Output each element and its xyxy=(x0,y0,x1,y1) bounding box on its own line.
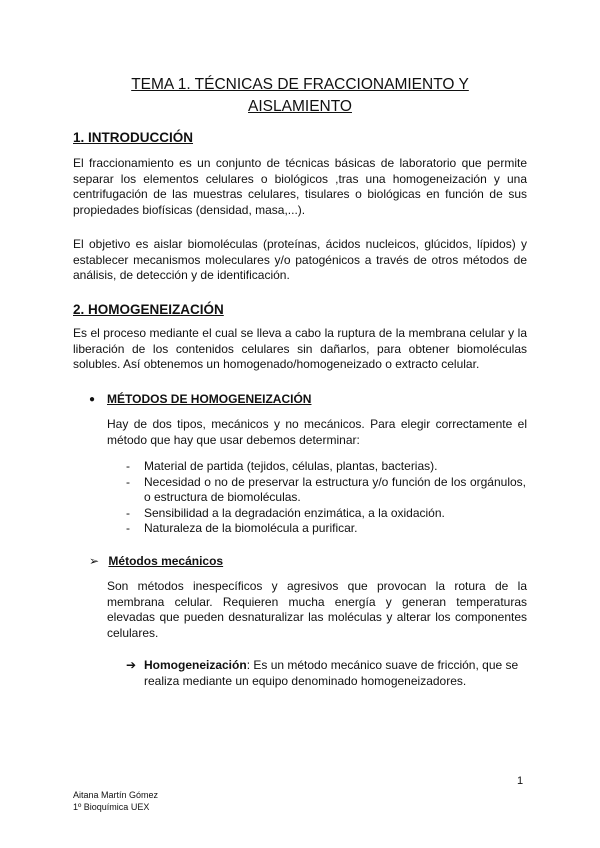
mechanical-methods-paragraph: Son métodos inespecíficos y agresivos que provocan la rotura de la membrana celular. Requieren mucha energía y generan temperaturas elevadas que pueden desnaturalizar las moléculas y alterar los componentes celulares. xyxy=(107,579,527,640)
methods-heading: MÉTODOS DE HOMOGENEIZACIÓN xyxy=(107,392,312,406)
dash-icon: - xyxy=(126,521,130,536)
dash-icon: - xyxy=(126,505,130,520)
methods-paragraph: Hay de dos tipos, mecánicos y no mecánicos. Para elegir correctamente el método que hay que usar debemos determinar: xyxy=(107,417,527,447)
mechanical-methods-header xyxy=(89,554,223,568)
list-item: - Sensibilidad a la degradación enzimática, a la oxidación. xyxy=(126,505,445,520)
course-label: 1º Bioquímica UEX xyxy=(73,802,150,812)
intro-paragraph-2: El objetivo es aislar biomoléculas (proteínas, ácidos nucleicos, glúcidos, lípidos) y establecer mecanismos moleculares y/o patogénicos a través de otros métodos de análisis, de detección y de identificación. xyxy=(73,237,527,283)
homogenization-label: Homogeneización xyxy=(144,658,247,672)
mechanical-methods-heading: Métodos mecánicos xyxy=(108,554,224,568)
section-heading-homogenization: 2. HOMOGENEIZACIÓN xyxy=(73,302,224,317)
list-item: - Necesidad o no de preservar la estructura y/o función de los orgánulos, o estructura de biomoléculas. xyxy=(126,474,526,505)
arrowhead-icon: ➢ xyxy=(89,554,100,568)
list-item: - Naturaleza de la biomolécula a purificar. xyxy=(126,521,358,536)
section-heading-introduction: 1. INTRODUCCIÓN xyxy=(73,130,194,145)
title-line-2: AISLAMIENTO xyxy=(248,98,352,115)
criteria-list xyxy=(126,459,526,537)
author-name: Aitana Martín Gómez xyxy=(73,790,159,800)
bullet-dot-icon: ● xyxy=(89,394,96,405)
homogenization-description: : Es un método mecánico suave de fricción, que se realiza mediante un equipo denominado homogeneizadores. xyxy=(144,658,519,688)
right-arrow-icon: ➔ xyxy=(126,658,137,672)
footer-author-block xyxy=(73,789,158,813)
dash-icon: - xyxy=(126,474,130,489)
document-title xyxy=(60,74,540,118)
page-number: 1 xyxy=(517,775,524,787)
list-item: - Material de partida (tejidos, células, plantas, bacterias). xyxy=(126,459,438,473)
homogenization-paragraph: Es el proceso mediante el cual se lleva a cabo la ruptura de la membrana celular y la liberación de los contenidos celulares sin dañarlos, para obtener biomoléculas solubles. Así obtenemos un homogenado/homogeneizado o extracto celular. xyxy=(73,326,527,372)
title-line-1: TEMA 1. TÉCNICAS DE FRACCIONAMIENTO Y xyxy=(131,76,469,93)
dash-icon: - xyxy=(126,459,130,473)
intro-paragraph-1: El fraccionamiento es un conjunto de técnicas básicas de laboratorio que permite separar los elementos celulares o biológicos ,tras una homogeneización y una centrifugación de las muestras celulares, tisulares o biológicas en función de sus propiedades biofísicas (densidad, masa,...). xyxy=(73,156,527,217)
homogenization-subitem xyxy=(144,658,528,689)
